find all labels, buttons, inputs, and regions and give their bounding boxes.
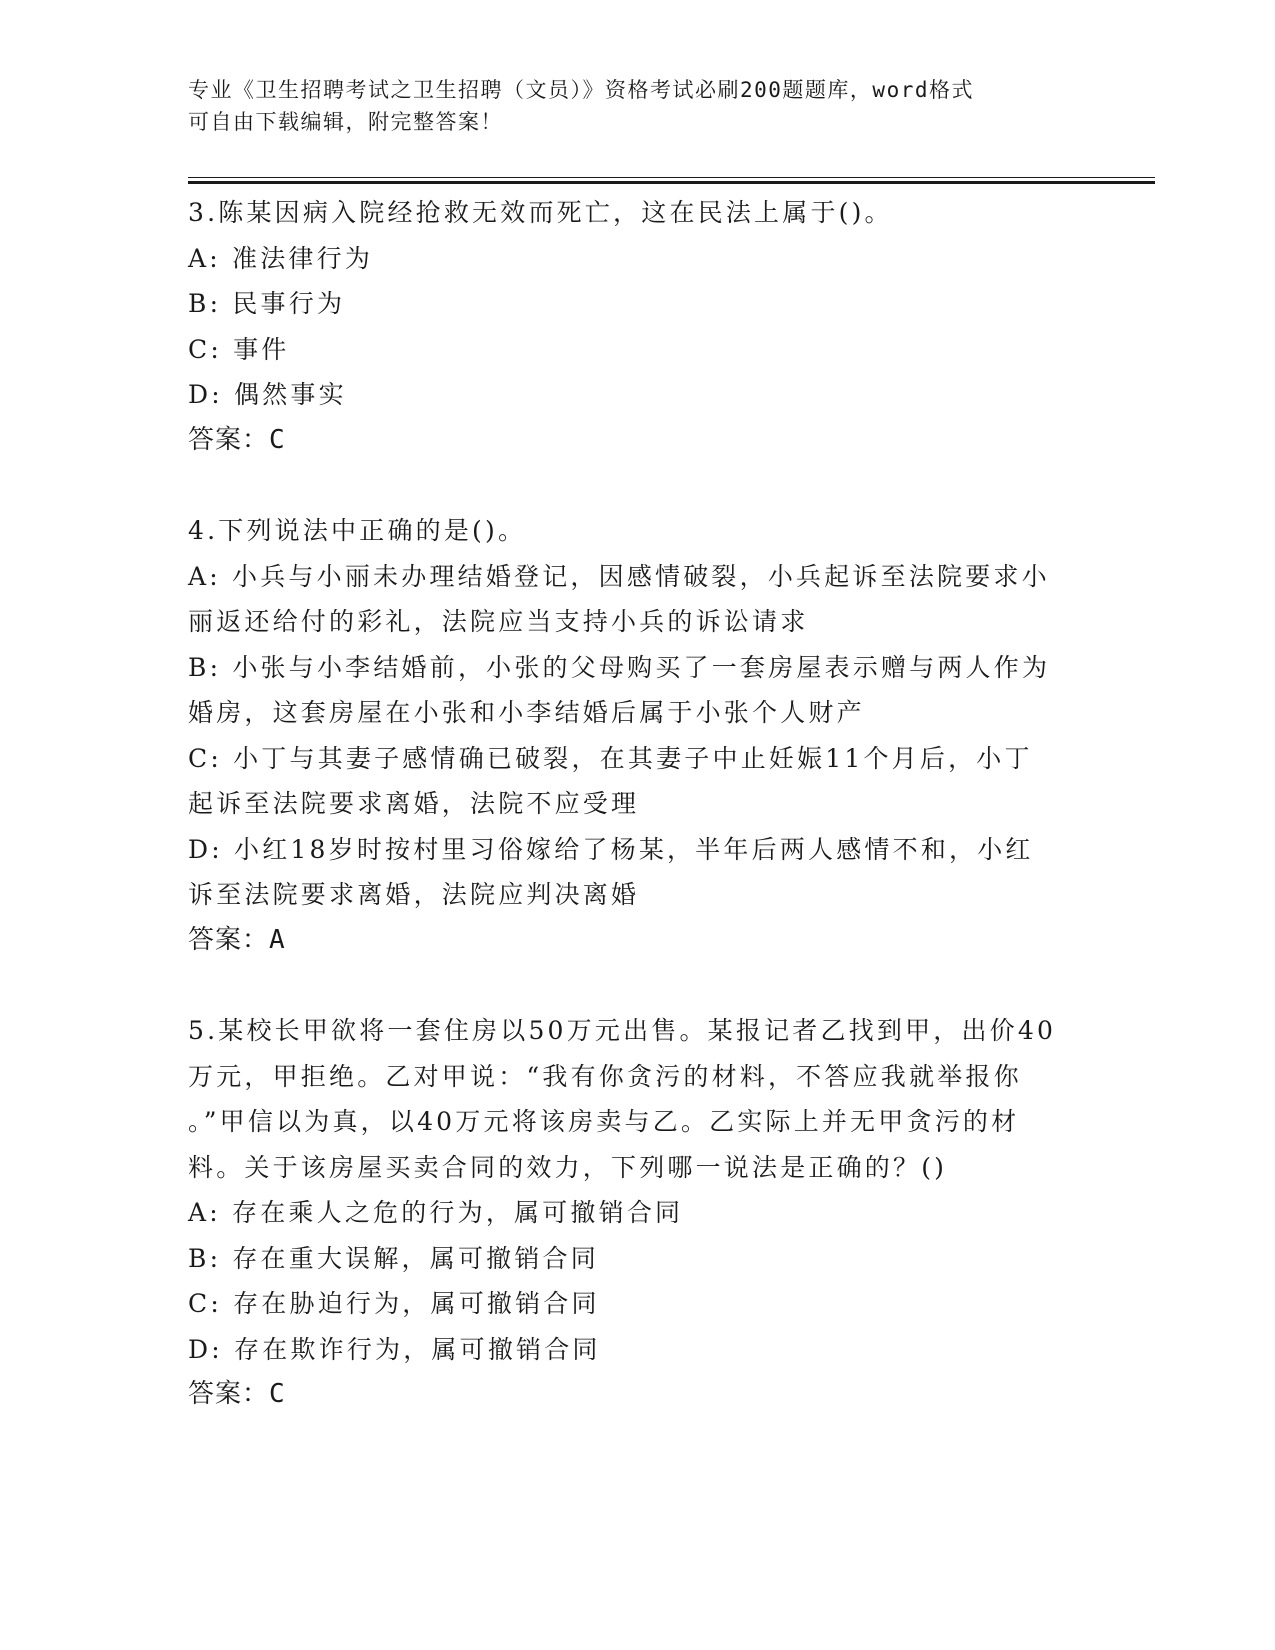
question-4 — [188, 508, 1093, 963]
header-line-1: 专业《卫生招聘考试之卫生招聘（文员）》资格考试必刷200题题库，word格式 — [188, 78, 974, 102]
option-a: A: 准法律行为 — [188, 243, 374, 273]
option-c-line-1: C: 小丁与其妻子感情确已破裂，在其妻子中止妊娠11个月后，小丁 — [188, 743, 1033, 773]
question-stem-line-1: 5.某校长甲欲将一套住房以50万元出售。某报记者乙找到甲，出价40 — [188, 1016, 1057, 1045]
option-b-line-1: B: 小张与小李结婚前，小张的父母购买了一套房屋表示赠与两人作为 — [188, 652, 1051, 682]
option-d-line-2: 诉至法院要求离婚，法院应判决离婚 — [188, 880, 640, 909]
option-c: C: 事件 — [188, 334, 290, 364]
answer-label: 答案： — [188, 1379, 270, 1409]
option-a: A: 存在乘人之危的行为，属可撤销合同 — [188, 1198, 684, 1227]
question-stem-line-4: 料。关于该房屋买卖合同的效力，下列哪一说法是正确的？() — [188, 1152, 948, 1182]
option-a-line-2: 丽返还给付的彩礼，法院应当支持小兵的诉讼请求 — [188, 607, 809, 636]
question-stem: 3.陈某因病入院经抢救无效而死亡，这在民法上属于()。 — [188, 198, 893, 227]
answer-value: A — [269, 924, 286, 955]
header-line-2: 可自由下载编辑，附完整答案！ — [188, 110, 503, 134]
question-list — [188, 190, 1093, 1463]
option-c-line-2: 起诉至法院要求离婚，法院不应受理 — [188, 789, 640, 818]
question-stem: 4.下列说法中正确的是()。 — [188, 516, 527, 545]
option-d: D: 偶然事实 — [188, 380, 347, 409]
option-c: C: 存在胁迫行为，属可撤销合同 — [188, 1289, 600, 1318]
header-divider-thick — [188, 181, 1155, 184]
option-d: D: 存在欺诈行为，属可撤销合同 — [188, 1334, 601, 1364]
option-b: B: 存在重大误解，属可撤销合同 — [188, 1243, 599, 1273]
header-divider-thin — [188, 177, 1155, 178]
question-stem-line-2: 万元，甲拒绝。乙对甲说：“我有你贪污的材料，不答应我就举报你 — [188, 1061, 1022, 1091]
question-5 — [188, 1008, 1093, 1418]
option-b: B: 民事行为 — [188, 289, 346, 318]
answer-line — [188, 418, 1093, 464]
answer-line — [188, 918, 1093, 964]
answer-line — [188, 1372, 1093, 1418]
question-stem-line-3: 。”甲信以为真，以40万元将该房卖与乙。乙实际上并无甲贪污的材 — [188, 1107, 1020, 1136]
answer-value: C — [269, 1379, 286, 1409]
answer-label: 答案： — [188, 424, 270, 455]
answer-label: 答案： — [188, 924, 270, 955]
option-a-line-1: A: 小兵与小丽未办理结婚登记，因感情破裂，小兵起诉至法院要求小 — [188, 561, 1050, 591]
answer-value: C — [269, 424, 286, 455]
option-d-line-1: D: 小红18岁时按村里习俗嫁给了杨某，半年后两人感情不和，小红 — [188, 834, 1034, 864]
document-header — [188, 74, 1088, 138]
question-3 — [188, 190, 1093, 463]
option-b-line-2: 婚房，这套房屋在小张和小李结婚后属于小张个人财产 — [188, 698, 865, 727]
